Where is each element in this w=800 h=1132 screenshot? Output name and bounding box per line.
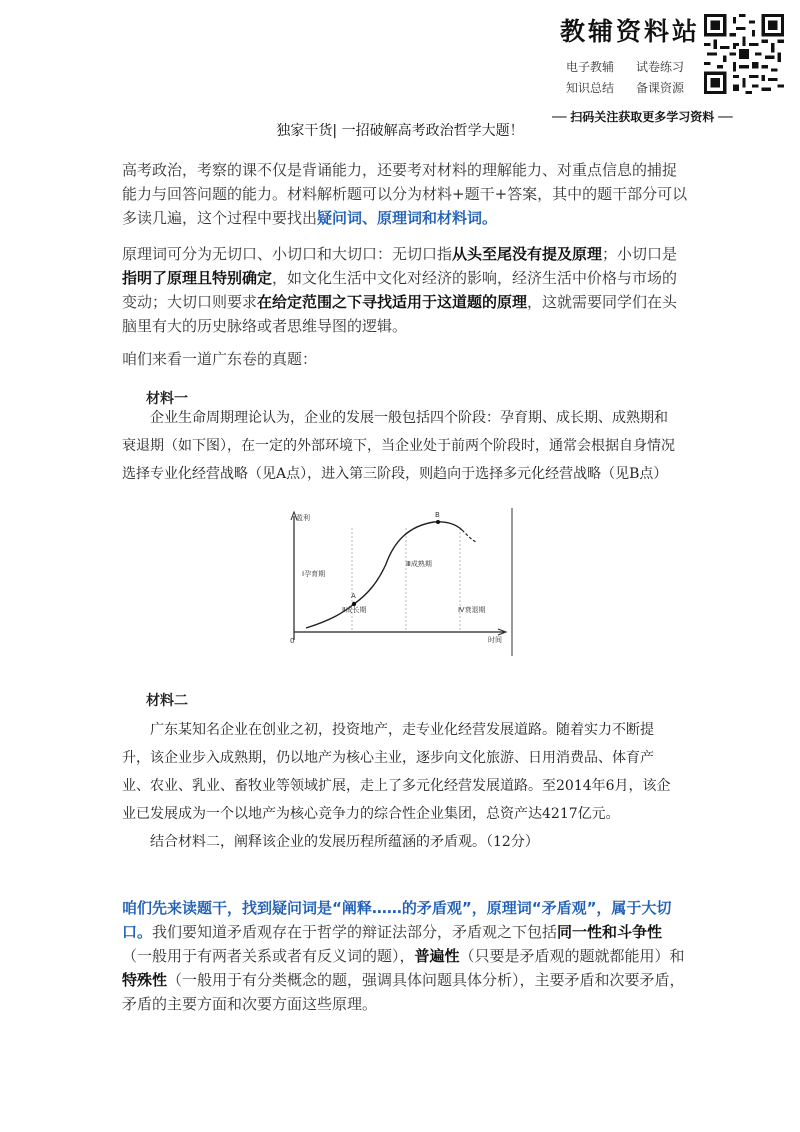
point-b-marker	[436, 520, 440, 524]
principle-text-3: ，如文化生活中文化对经济的影响，经济生活中价格与市场的变动；大切口则要求	[122, 269, 678, 311]
scan-slogan: ── 扫码关注获取更多学习资料 ──	[552, 110, 733, 124]
lifecycle-chart	[282, 506, 518, 658]
intro-text: 高考政治，考察的课不仅是背诵能力，还要考对材料的理解能力、对重点信息的捕捉能力与回答问题的能力。材料解析题可以分为材料+题干+答案，其中的题干部分可以多读几遍，这个过程中要找出	[122, 161, 688, 227]
link-lesson-resources[interactable]: 备课资源	[636, 81, 685, 95]
principle-bold-1: 从头至尾没有提及原理	[452, 245, 603, 263]
analysis-text-3: （只要是矛盾观的题就都能用）和	[459, 947, 685, 965]
principle-text-1: 原理词可分为无切口、小切口和大切口：无切口指	[122, 245, 453, 263]
stage-label-2: Ⅱ成长期	[342, 606, 367, 614]
analysis-bold-2: 普遍性	[414, 947, 460, 965]
analysis-bold-1: 同一性和斗争性	[557, 923, 663, 941]
point-a-label: A	[351, 592, 356, 600]
lead-in-paragraph: 咱们来看一道广东卷的真题：	[122, 350, 318, 368]
analysis-bold-3: 特殊性	[122, 971, 168, 989]
material1-heading: 材料一	[146, 391, 188, 407]
analysis-text-2: （一般用于有两者关系或者有反义词的题），	[122, 947, 415, 965]
link-test-practice[interactable]: 试卷练习	[636, 60, 685, 74]
material2-heading: 材料二	[146, 693, 188, 709]
analysis-paragraph	[122, 896, 688, 1016]
stage-label-3: Ⅲ成熟期	[406, 560, 432, 568]
analysis-lead: 咱们先来读题干，找到疑问词是“阐释……的矛盾观”，原理词“矛盾观”，属于大切口。	[122, 899, 672, 941]
material1-text: 企业生命周期理论认为，企业的发展一般包括四个阶段：孕育期、成长期、成熟期和衰退期（如下图），在一定的外部环境下，当企业处于前两个阶段时，通常会根据自身情况选择专业化经营战略（见A点），进入第三阶段，则趋向于选择多元化经营战略（见B点）	[122, 410, 675, 482]
point-b-label: B	[435, 511, 440, 519]
intro-paragraph	[122, 158, 688, 230]
y-axis-label: 盈利	[296, 514, 310, 522]
material2-text: 广东某知名企业在创业之初，投资地产，走专业化经营发展道路。随着实力不断提升，该企业步入成熟期，仍以地产为核心主业，逐步向文化旅游、日用消费品、体育产业、农业、乳业、畜牧业等领域扩展，走上了多元化经营发展道路。至2014年6月，该企业已发展成为一个以地产为核心竞争力的综合性企业集团，总资产达4217亿元。	[122, 722, 671, 822]
principle-bold-2: 指明了原理且特别确定	[122, 269, 273, 287]
stage-label-4: Ⅳ衰退期	[458, 606, 486, 614]
x-axis-label: 时间	[488, 636, 502, 644]
lifecycle-curve	[306, 522, 462, 628]
analysis-text-1: 我们要知道矛盾观存在于哲学的辩证法部分，矛盾观之下包括	[152, 923, 558, 941]
intro-highlight: 疑问词、原理词和材料词。	[317, 209, 498, 227]
material2-body	[122, 716, 678, 856]
principle-bold-3: 在给定范围之下寻找适用于这道题的原理	[257, 293, 528, 311]
article-title: 独家干货| 一招破解高考政治哲学大题！	[276, 123, 524, 139]
slogan-text: 扫码关注获取更多学习资料	[570, 110, 715, 124]
material1-body	[122, 404, 678, 488]
principle-text-4: ，这就需要同学们在头脑里有大的历史脉络或者思维导图的逻辑。	[122, 293, 678, 335]
principle-text-2: ；小切口是	[602, 245, 678, 263]
brand-title: 教辅资料站	[560, 17, 701, 46]
analysis-text-4: （一般用于有分类概念的题，强调具体问题具体分析），主要矛盾和次要矛盾，矛盾的主要方面和次要方面这些原理。	[122, 971, 685, 1013]
link-knowledge-summary[interactable]: 知识总结	[566, 81, 615, 95]
qr-code-icon	[704, 14, 784, 94]
stage-label-1: Ⅰ孕育期	[302, 570, 326, 578]
link-e-textbooks[interactable]: 电子教辅	[566, 60, 615, 74]
principle-paragraph	[122, 242, 688, 338]
material2-question: 结合材料二，阐释该企业的发展历程所蕴涵的矛盾观。（12分）	[150, 834, 539, 850]
origin-label: 0	[290, 637, 295, 645]
decline-curve	[462, 530, 476, 542]
